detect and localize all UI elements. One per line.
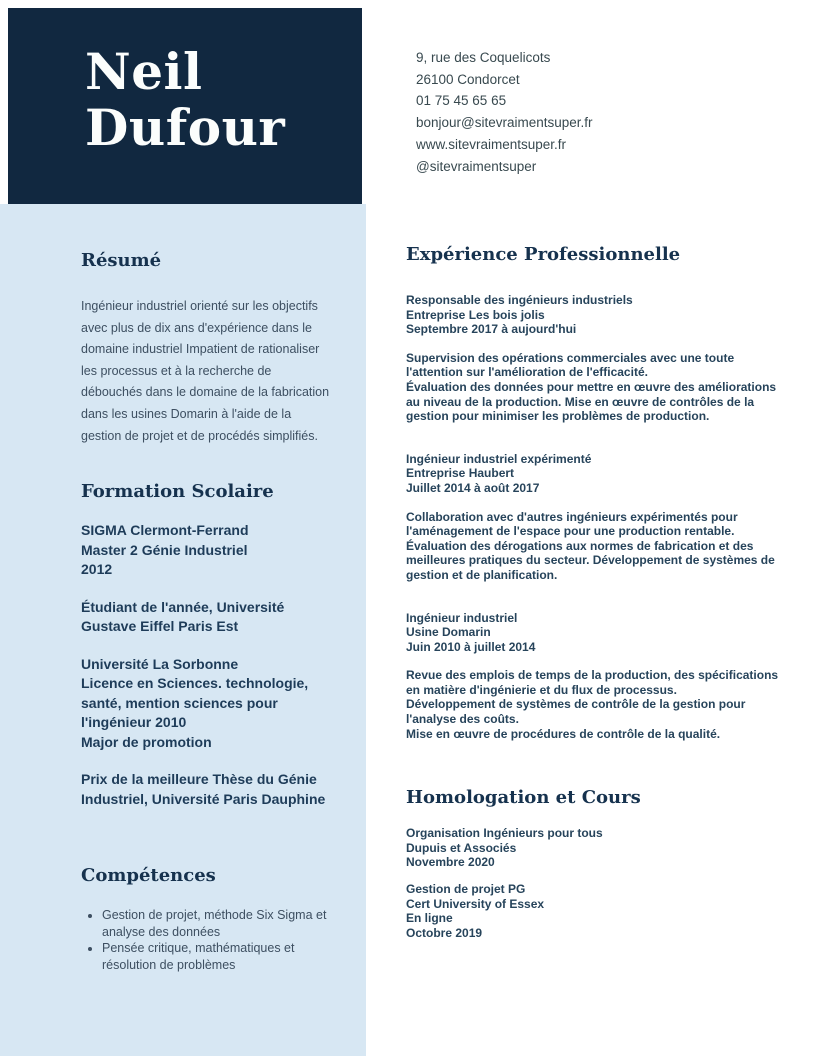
contact-line: 26100 Condorcet [416, 71, 520, 87]
education-entry [81, 770, 331, 809]
job-description-line: Mise en œuvre de procédures de contrôle de la qualité. [406, 726, 721, 741]
education-entry-line: Master 2 Génie Industriel [81, 541, 248, 558]
resume-summary-text: Ingénieur industriel orienté sur les objectifs avec plus de dix ans d'expérience dans le domaine industriel Impatient de rationaliser les processus et à la recherche de débouchés dans le domaine de la fabrication dans les usines Domarin à l'aide de la gestion de projet et de procédés simplifiés. [81, 299, 330, 443]
resume-section-title: Résumé [81, 250, 162, 271]
job-role: Responsable des ingénieurs industriels [406, 293, 633, 307]
job-header [406, 293, 782, 337]
job-description-line: Développement de systèmes de contrôle de la gestion pour l'analyse des coûts. [406, 697, 746, 727]
main-column [406, 244, 782, 940]
sidebar-panel [0, 204, 366, 1056]
contact-line: www.sitevraimentsuper.fr [416, 136, 567, 152]
certification-entry-line: Dupuis et Associés [406, 840, 517, 855]
person-name [85, 44, 362, 156]
job-description [406, 510, 782, 583]
education-section-title: Formation Scolaire [81, 481, 274, 503]
certification-entry-line: Novembre 2020 [406, 855, 495, 870]
job-role: Ingénieur industriel [406, 610, 518, 625]
certification-entry-line: Gestion de projet PG [406, 882, 526, 897]
job-dates: Juillet 2014 à août 2017 [406, 480, 540, 495]
certification-entry-line: Cert University of Essex [406, 896, 545, 911]
job-entry [406, 611, 782, 742]
job-dates: Juin 2010 à juillet 2014 [406, 639, 536, 654]
contact-block [416, 47, 593, 177]
skills-list [81, 907, 331, 973]
skills-section-title: Compétences [81, 865, 216, 887]
certification-entry-line: Organisation Ingénieurs pour tous [406, 826, 603, 841]
certification-entry-line: Octobre 2019 [406, 925, 483, 940]
education-entry-line: Université La Sorbonne [81, 655, 239, 672]
education-entries [81, 521, 331, 809]
education-entry-line: 2012 [81, 561, 113, 578]
contact-line: bonjour@sitevraimentsuper.fr [416, 115, 593, 131]
certification-entry-line: En ligne [406, 911, 453, 926]
skill-item: • Gestion de projet, méthode Six Sigma et analyse des données [102, 907, 331, 940]
resume-section [81, 250, 331, 447]
experience-jobs [406, 293, 782, 741]
experience-section-title: Expérience Professionnelle [406, 244, 681, 265]
education-entry [81, 598, 331, 637]
education-section [81, 481, 331, 809]
job-header [406, 452, 782, 496]
contact-line: @sitevraimentsuper [416, 158, 537, 174]
education-entry-line: Étudiant de l'année, Université Gustave Eiffel Paris Est [81, 598, 285, 635]
education-entry [81, 521, 331, 580]
certifications-section [406, 787, 782, 940]
job-description-line: Supervision des opérations commerciales avec une toute l'attention sur l'amélioration de l'efficacité. [406, 350, 735, 380]
contact-line: 9, rue des Coquelicots [416, 50, 551, 65]
person-name-line: Neil [85, 42, 203, 101]
name-box [8, 8, 362, 204]
certification-entries [406, 826, 782, 940]
certification-entry [406, 826, 782, 870]
job-description-line: Évaluation des données pour mettre en œuvre des améliorations au niveau de la production. Mise en œuvre de contrôles de la gestion pour minimiser les problèmes de production. [406, 379, 777, 424]
job-company: Entreprise Les bois jolis [406, 307, 545, 322]
education-entry-line: Major de promotion [81, 733, 212, 750]
job-header [406, 611, 782, 655]
contact-line: 01 75 45 65 65 [416, 93, 507, 109]
job-description-line: Collaboration avec d'autres ingénieurs expérimentés pour l'aménagement de l'espace pour une production rentable. [406, 509, 738, 539]
skills-section [81, 865, 331, 973]
job-company: Entreprise Haubert [406, 466, 515, 481]
job-description-line: Revue des emplois de temps de la production, des spécifications en matière d'ingénierie et du flux de processus. [406, 668, 779, 697]
education-entry [81, 655, 331, 753]
job-description-line: Évaluation des dérogations aux normes de fabrication et des meilleures pratiques du secteur. Développement de systèmes de gestion et de planification. [406, 538, 775, 582]
job-description [406, 351, 782, 424]
job-entry [406, 293, 782, 424]
certification-entry [406, 882, 782, 940]
education-entry-line: SIGMA Clermont-Ferrand [81, 522, 249, 539]
certifications-section-title: Homologation et Cours [406, 787, 641, 809]
skill-item: • Pensée critique, mathématiques et résolution de problèmes [102, 940, 331, 973]
job-dates: Septembre 2017 à aujourd'hui [406, 322, 577, 337]
education-entry-line: Licence en Sciences. technologie, santé, mention sciences pour l'ingénieur 2010 [81, 675, 309, 731]
job-entry [406, 452, 782, 583]
experience-section [406, 244, 782, 741]
person-name-line: Dufour [85, 98, 286, 157]
job-role: Ingénieur industriel expérimenté [406, 451, 592, 466]
job-company: Usine Domarin [406, 625, 491, 640]
education-entry-line: Prix de la meilleure Thèse du Génie Industriel, Université Paris Dauphine [81, 771, 326, 807]
job-description [406, 668, 782, 741]
